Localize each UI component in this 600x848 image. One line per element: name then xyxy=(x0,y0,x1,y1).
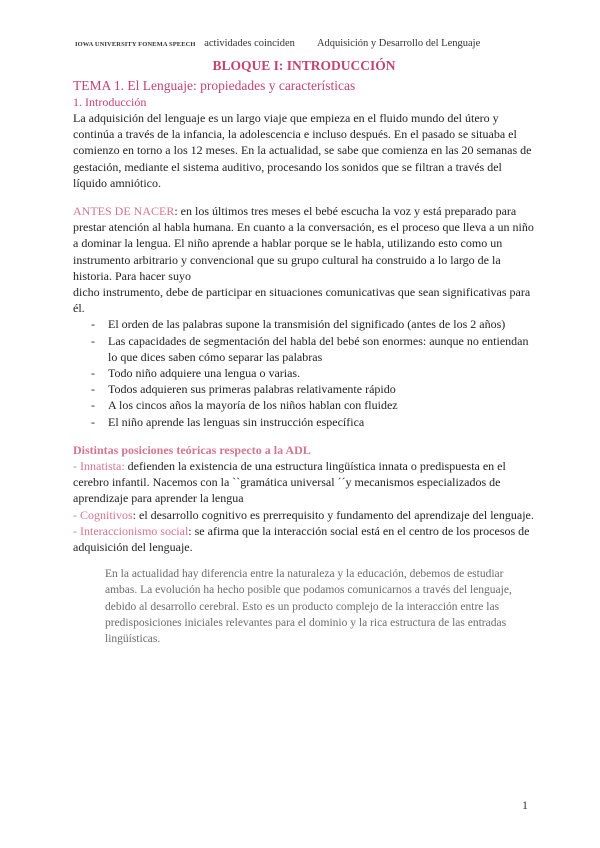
antes-text: : en los últimos tres meses el bebé escucha la voz y está preparado para prestar atención al habla humana. En cuanto a la conversación, es el proceso que lleva a un niño a dominar la lengua. El niño aprende a hablar porque se le habla, utilizando esto como un instrumento arbitrario y convencional que su grupo cultural ha construido a lo largo de la historia. Para hacer suyo xyxy=(73,204,534,283)
interaccionismo-text: : se afirma que la interacción social está en el centro de los procesos de adquisición del lenguaje. xyxy=(73,523,530,555)
intro-paragraph: La adquisición del lenguaje es un largo viaje que empieza en el fluido mundo del útero y continúa a través de la infancia, la adolescencia e incluso después. En el pasado se situaba el comienzo en torno a los 12 meses. En la actualidad, se sabe que comienza en las 20 semanas de gestación, mediante el sistema auditivo, procesando los sonidos que se filtran a través del líquido amniótico. xyxy=(73,111,532,190)
cognitivos-label: - Cognitivos xyxy=(73,507,133,522)
innatista-paragraph xyxy=(73,458,535,507)
header-right: Adquisición y Desarrollo del Lenguaje xyxy=(316,38,481,49)
innatista-label: - Innatista: xyxy=(73,459,125,474)
page-header xyxy=(75,38,510,49)
interaccionismo-paragraph xyxy=(73,523,535,555)
innatista-text: defienden la existencia de una estructura lingüística innata o predispuesta en el cerebro infantil. Nacemos con la ``gramática universal ´´y mecanismos especializados de aprendizaje para aprender la lengua xyxy=(73,459,506,506)
list-item: - El orden de las palabras supone la transmisión del significado (antes de los 2 años) xyxy=(91,316,535,332)
list-item: - Las capacidades de segmentación del habla del bebé son enormes: aunque no entiendan lo que dices saben cómo separar las palabras xyxy=(91,333,535,365)
posiciones-heading: Distintas posiciones teóricas respecto a la ADL xyxy=(73,442,311,457)
list-item: - A los cincos años la mayoría de los niños hablan con fluidez xyxy=(91,397,535,413)
section-heading: 1. Introducción xyxy=(73,95,147,109)
tema-heading: TEMA 1. El Lenguaje: propiedades y características xyxy=(73,78,356,93)
bullet-list xyxy=(73,316,535,429)
antes-label: ANTES DE NACER xyxy=(73,204,175,219)
page-title: BLOQUE I: INTRODUCCIÓN xyxy=(212,58,396,73)
antes-paragraph-2: dicho instrumento, debe de participar en situaciones comunicativas que sean significativas para él. xyxy=(73,285,531,316)
header-middle: actividades coinciden xyxy=(204,38,295,49)
cognitivos-paragraph xyxy=(73,507,535,523)
list-item: - Todo niño adquiere una lengua o varias. xyxy=(91,365,535,381)
quote-block: En la actualidad hay diferencia entre la naturaleza y la educación, debemos de estudiar ambas. La evolución ha hecho posible que podamos comunicarnos a través del lenguaje, debido al desarrollo cerebral. Esto es un producto complejo de la interacción entre las predisposiciones iniciales relevantes para el dominio y la rica estructura de las entradas lingüísticas. xyxy=(105,568,512,646)
interaccionismo-label: - Interaccionismo social xyxy=(73,523,189,538)
document-body xyxy=(73,57,535,647)
list-item: - El niño aprende las lenguas sin instrucción específica xyxy=(91,414,535,430)
antes-paragraph xyxy=(73,203,535,284)
header-left: IOWA UNIVERSITY FONEMA SPEECH xyxy=(75,41,196,48)
cognitivos-text: : el desarrollo cognitivo es prerrequisito y fundamento del aprendizaje del lenguaje. xyxy=(132,507,534,522)
page-number: 1 xyxy=(522,798,528,812)
list-item: - Todos adquieren sus primeras palabras relativamente rápido xyxy=(91,381,535,397)
